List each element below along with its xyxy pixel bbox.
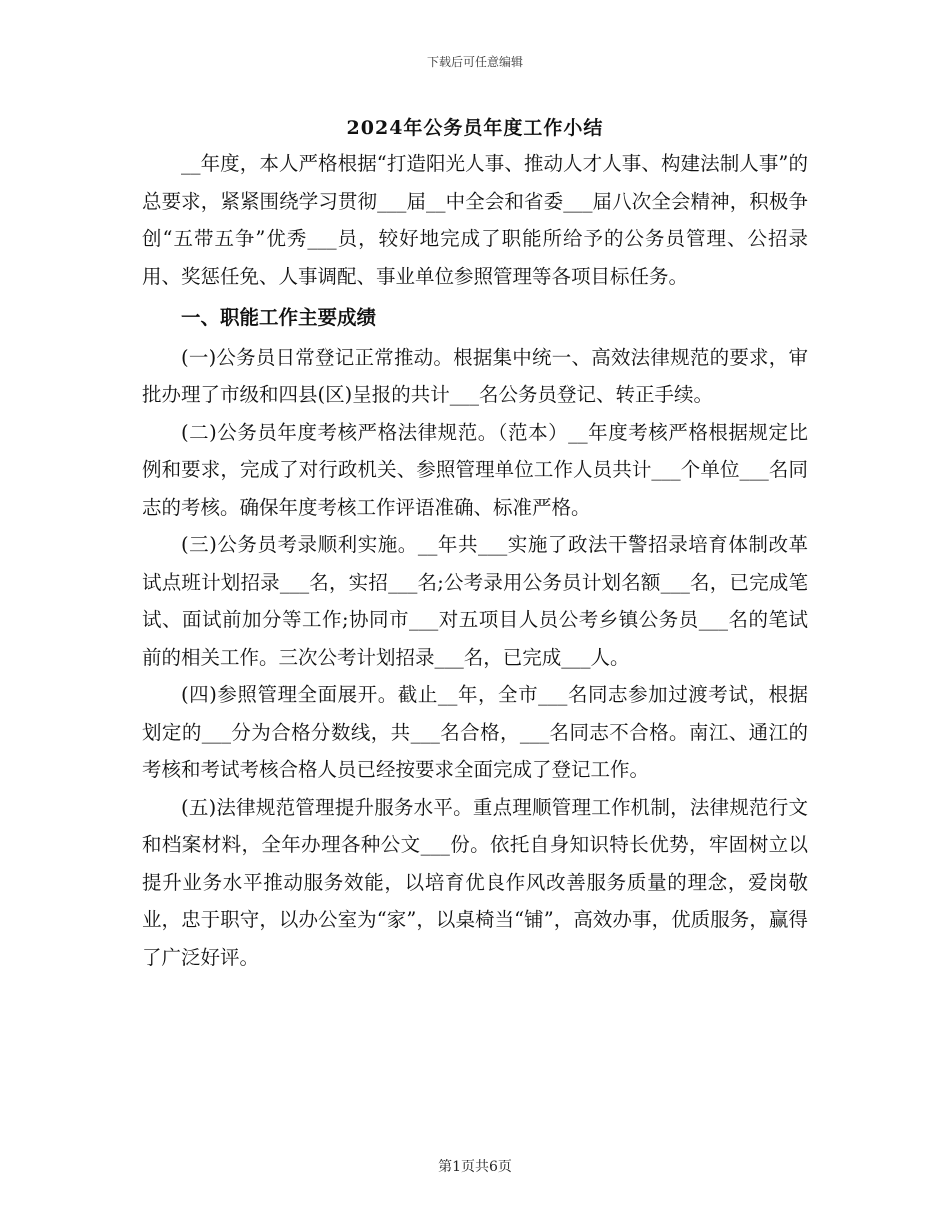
- paragraph-4: (四)参照管理全面展开。截止__年，全市___名同志参加过渡考试，根据划定的___分为合格分数线，共___名合格，___名同志不合格。南江、通江的考核和考试考核合格人员已经按要求全面完成了登记工作。: [142, 683, 808, 781]
- section-heading: 一、职能工作主要成绩: [181, 306, 377, 329]
- intro-paragraph: __年度，本人严格根据“打造阳光人事、推动人才人事、构建法制人事”的总要求，紧紧围绕学习贯彻___届__中全会和省委___届八次全会精神，积极争创“五带五争”优秀___员，较好地完成了职能所给予的公务员管理、公招录用、奖惩任免、人事调配、事业单位参照管理等各项目标任务。: [142, 152, 808, 288]
- document-body: [142, 145, 808, 976]
- header-note: 下载后可任意编辑: [426, 55, 523, 69]
- paragraph-1: (一)公务员日常登记正常推动。根据集中统一、高效法律规范的要求，审批办理了市级和四县(区)呈报的共计___名公务员登记、转正手续。: [142, 345, 808, 406]
- paragraph-5: (五)法律规范管理提升服务水平。重点理顺管理工作机制，法律规范行文和档案材料，全年办理各种公文___份。依托自身知识特长优势，牢固树立以提升业务水平推动服务效能，以培育优良作风改善服务质量的理念，爱岗敬业，忠于职守，以办公室为“家”，以桌椅当“铺”，高效办事，优质服务，赢得了广泛好评。: [142, 795, 808, 969]
- document-title: 2024年公务员年度工作小结: [346, 117, 604, 139]
- paragraph-3: (三)公务员考录顺利实施。__年共___实施了政法干警招录培育体制改革试点班计划招录___名，实招___名;公考录用公务员计划名额___名，已完成笔试、面试前加分等工作;协同市___对五项目人员公考乡镇公务员___名的笔试前的相关工作。三次公考计划招录___名，已完成___人。: [142, 533, 808, 669]
- page-indicator: 第1页共6页: [438, 1159, 512, 1175]
- paragraph-2: (二)公务员年度考核严格法律规范。（范本）__年度考核严格根据规定比例和要求，完成了对行政机关、参照管理单位工作人员共计___个单位___名同志的考核。确保年度考核工作评语准确、标准严格。: [142, 420, 808, 519]
